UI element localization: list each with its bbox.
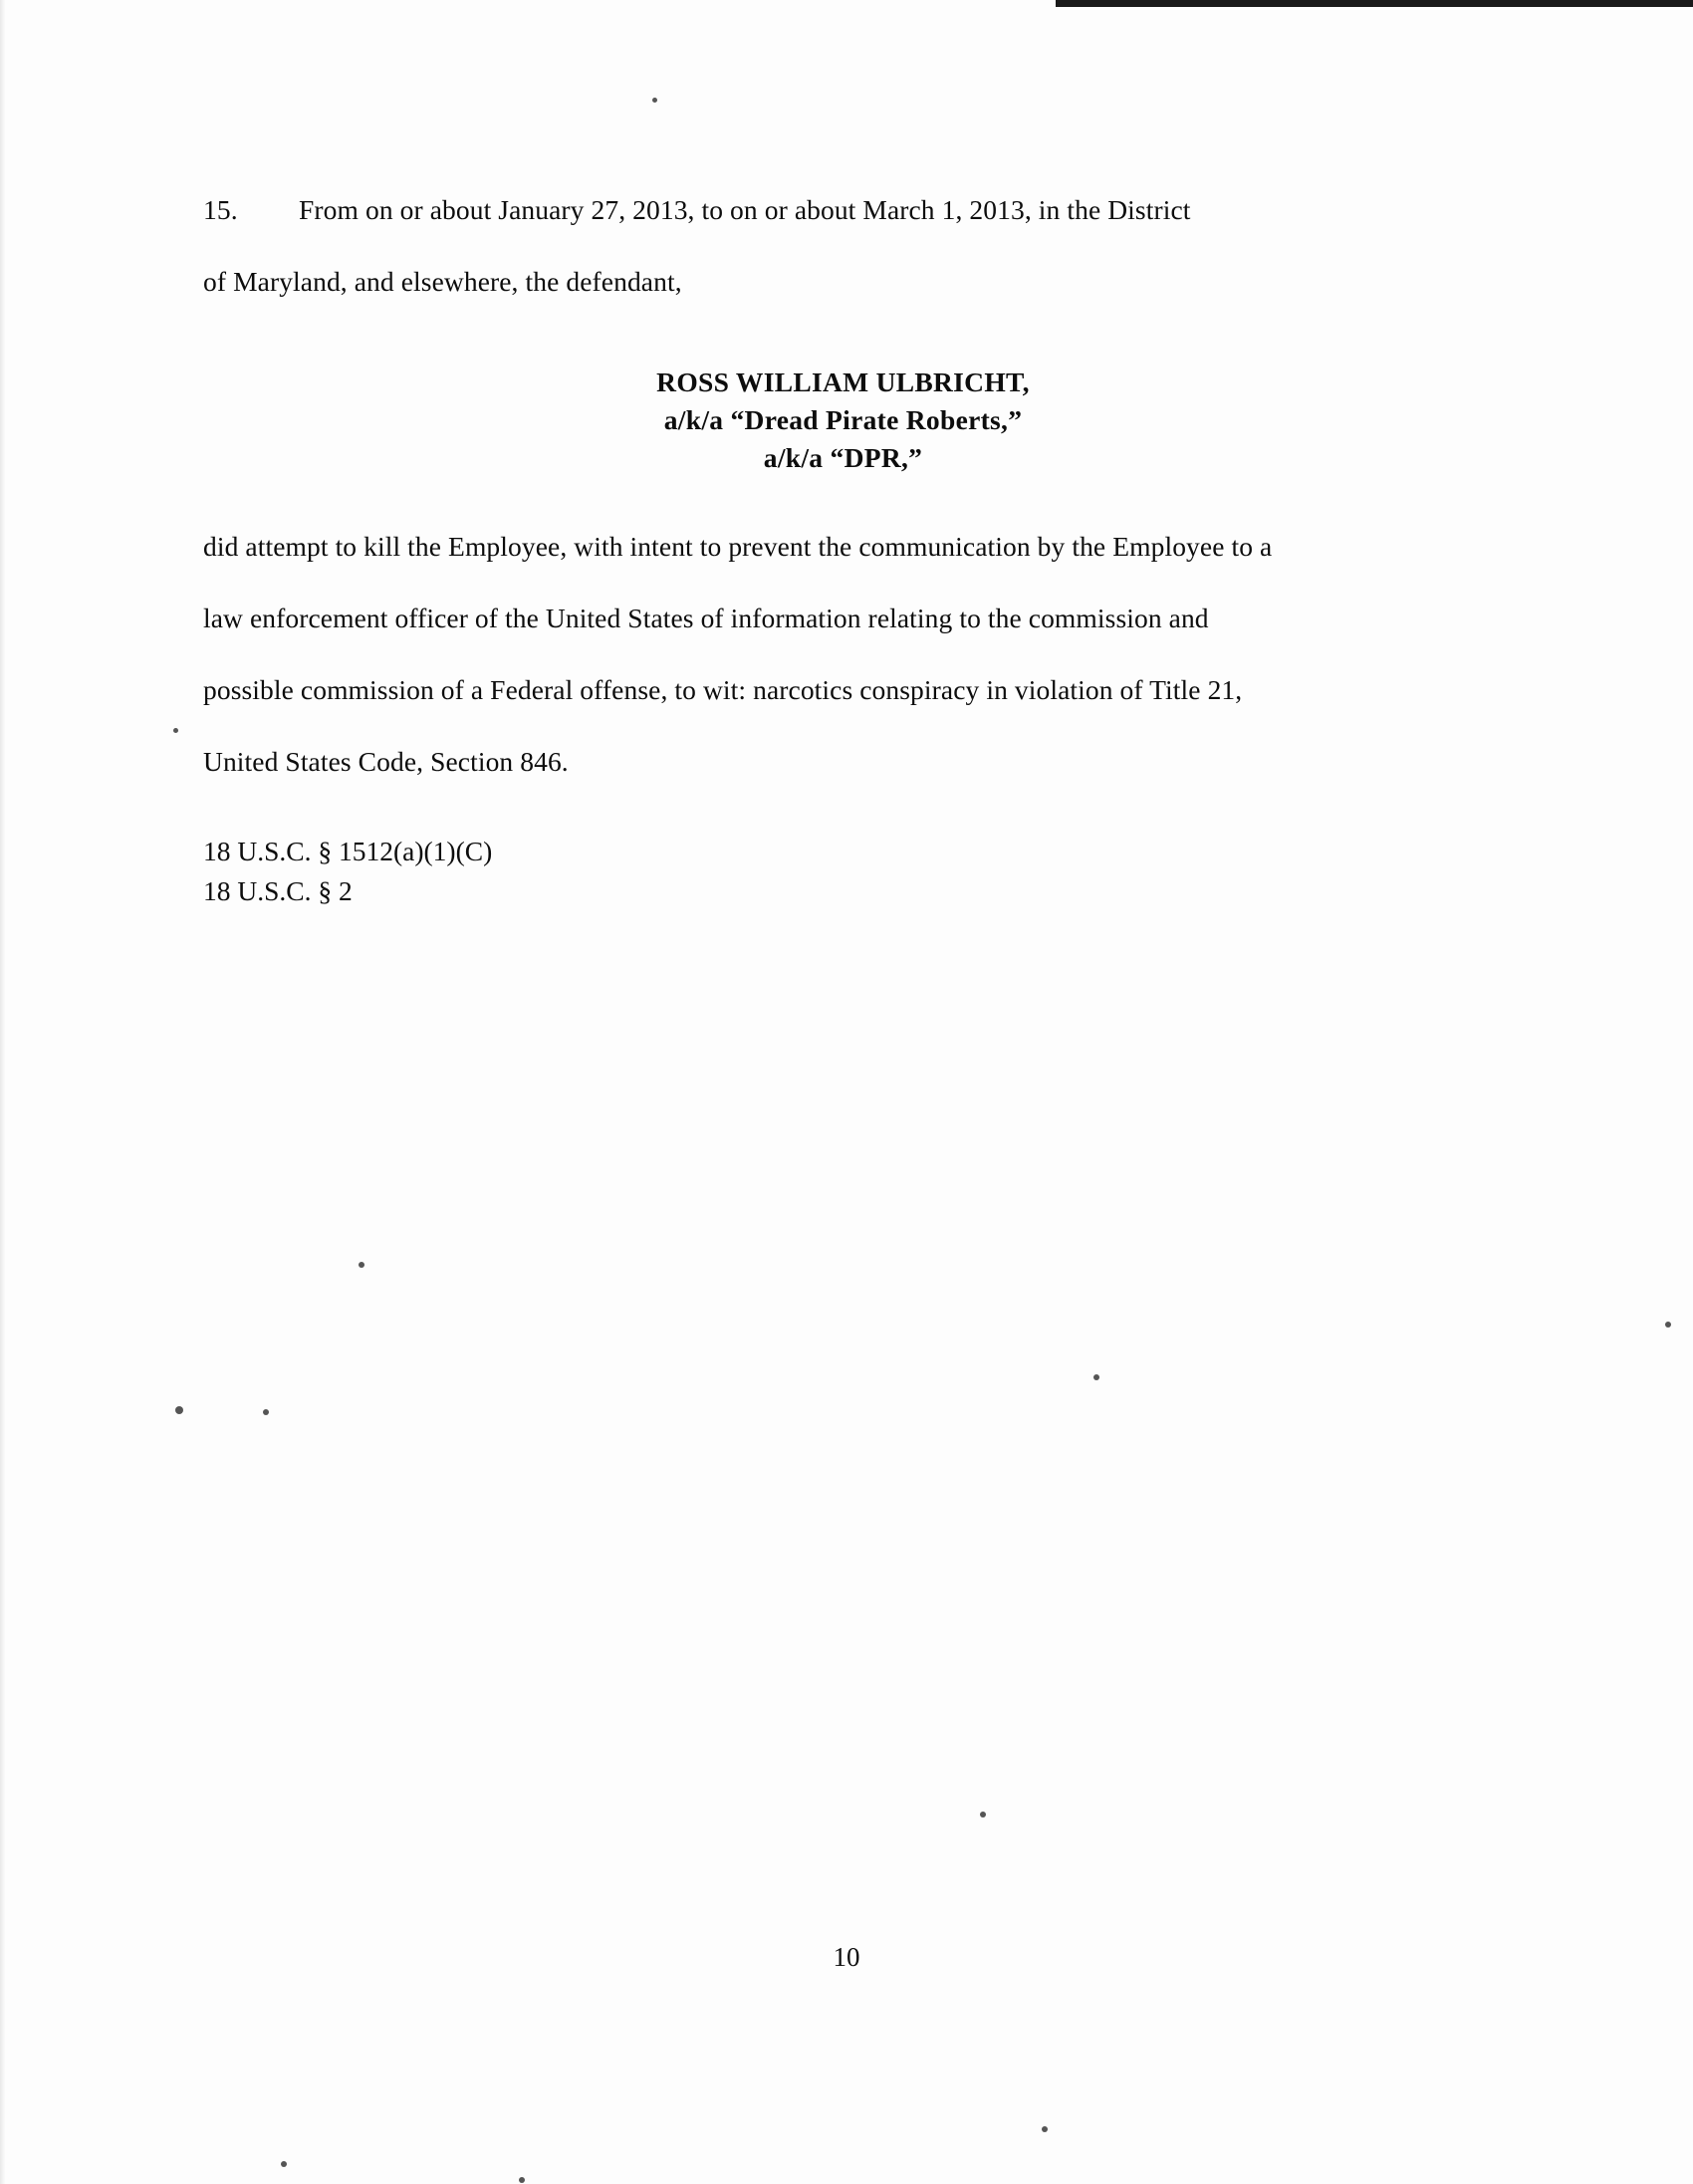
defendant-name-block: [203, 364, 1483, 477]
paragraph-15-line-2: of Maryland, and elsewhere, the defendant,: [203, 266, 682, 297]
scan-speck: [359, 1262, 364, 1268]
defendant-name: ROSS WILLIAM ULBRICHT,: [656, 366, 1030, 397]
scan-speck: [263, 1409, 269, 1415]
scan-speck: [980, 1812, 986, 1818]
charge-line-3: possible commission of a Federal offense, to wit: narcotics conspiracy in violation of Title 21,: [203, 674, 1243, 705]
document-body: [203, 174, 1483, 911]
paragraph-15-line-1: [203, 174, 1483, 246]
scan-speck: [652, 98, 657, 103]
statute-citation-2: 18 U.S.C. § 2: [203, 875, 353, 906]
charge-line-2: law enforcement officer of the United States of information relating to the commission and: [203, 603, 1209, 633]
charge-line-1: did attempt to kill the Employee, with intent to prevent the communication by the Employee to a: [203, 531, 1273, 562]
scan-speck: [281, 2161, 287, 2167]
paragraph-15-text-line-1: From on or about January 27, 2013, to on or about March 1, 2013, in the District: [299, 194, 1191, 225]
scan-speck: [173, 728, 178, 733]
scan-artifact-top-bar: [1056, 0, 1693, 7]
scan-speck: [1665, 1322, 1671, 1328]
defendant-alias-2: a/k/a “DPR,”: [763, 442, 923, 473]
scan-artifact-left-edge: [0, 0, 6, 2184]
statute-citations: [203, 832, 1483, 911]
paragraph-number: 15.: [203, 194, 238, 225]
scan-speck: [175, 1406, 183, 1414]
statute-citation-1: 18 U.S.C. § 1512(a)(1)(C): [203, 836, 493, 866]
defendant-alias-1: a/k/a “Dread Pirate Roberts,”: [663, 404, 1023, 435]
scan-speck: [1093, 1374, 1099, 1380]
scan-speck: [519, 2177, 525, 2183]
charge-line-4: United States Code, Section 846.: [203, 746, 569, 777]
scan-speck: [1042, 2126, 1048, 2132]
page-number: 10: [833, 1942, 860, 1972]
